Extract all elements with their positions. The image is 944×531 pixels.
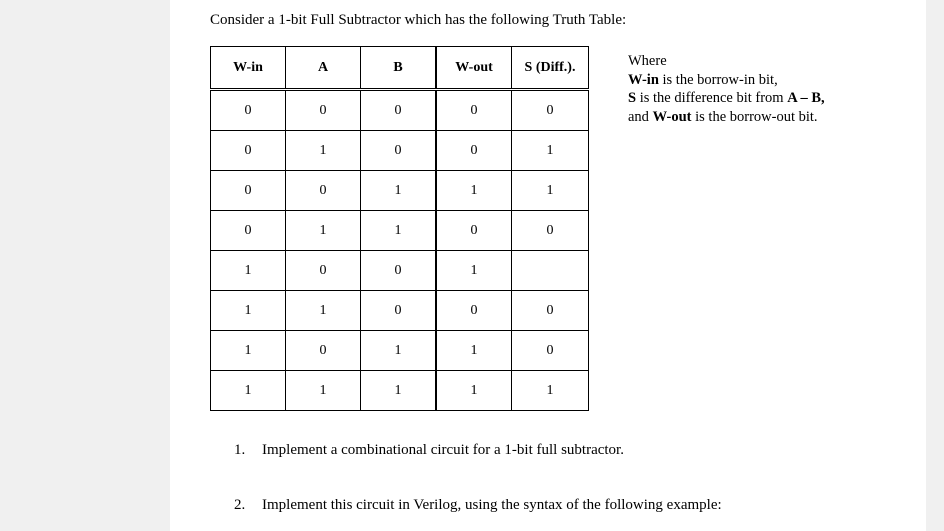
cell-b: 1	[361, 171, 437, 211]
question-2-number: 2.	[234, 497, 246, 513]
cell-w-out: 0	[436, 131, 512, 171]
question-1-text: Implement a combinational circuit for a 1-bit full subtractor.	[262, 442, 624, 458]
cell-s	[512, 251, 589, 291]
term-s: S	[628, 90, 637, 106]
cell-s: 1	[512, 171, 589, 211]
cell-w-out: 0	[436, 291, 512, 331]
expr-a-minus-b: A – B,	[787, 90, 825, 106]
definitions-note	[628, 52, 825, 126]
cell-a: 1	[286, 131, 361, 171]
cell-s: 0	[512, 291, 589, 331]
cell-w-out: 0	[436, 211, 512, 251]
cell-w-in: 0	[211, 131, 286, 171]
cell-b: 1	[361, 371, 437, 411]
cell-s: 0	[512, 90, 589, 131]
table-row	[211, 291, 589, 331]
cell-w-in: 1	[211, 331, 286, 371]
intro-text: Consider a 1-bit Full Subtractor which has the following Truth Table:	[210, 12, 627, 28]
cell-s: 1	[512, 131, 589, 171]
cell-b: 0	[361, 251, 437, 291]
cell-a: 0	[286, 171, 361, 211]
cell-w-out: 1	[436, 171, 512, 211]
table-row	[211, 211, 589, 251]
cell-b: 0	[361, 90, 437, 131]
cell-b: 0	[361, 131, 437, 171]
cell-b: 0	[361, 291, 437, 331]
cell-w-out: 1	[436, 371, 512, 411]
header-w-in: W-in	[211, 47, 286, 90]
table-row	[211, 131, 589, 171]
cell-w-out: 0	[436, 90, 512, 131]
header-a: A	[286, 47, 361, 90]
cell-w-in: 0	[211, 211, 286, 251]
def-w-out: is the borrow-out bit.	[691, 108, 818, 125]
question-1-number: 1.	[234, 442, 246, 458]
cell-w-in: 1	[211, 251, 286, 291]
cell-w-in: 1	[211, 371, 286, 411]
cell-a: 0	[286, 331, 361, 371]
question-2	[234, 495, 722, 515]
cell-a: 1	[286, 371, 361, 411]
cell-b: 1	[361, 211, 437, 251]
table-header-row	[211, 47, 589, 90]
table-row	[211, 90, 589, 131]
def-w-in: is the borrow-in bit,	[658, 71, 778, 88]
cell-w-in: 1	[211, 291, 286, 331]
term-w-in: W-in	[628, 71, 659, 88]
term-w-out: W-out	[652, 108, 692, 125]
cell-a: 1	[286, 211, 361, 251]
cell-w-out: 1	[436, 331, 512, 371]
truth-table	[210, 46, 589, 411]
cell-w-out: 1	[436, 251, 512, 291]
question-1	[234, 440, 624, 460]
table-row	[211, 251, 589, 291]
header-s-diff: S (Diff.).	[512, 47, 589, 90]
cell-b: 1	[361, 331, 437, 371]
header-b: B	[361, 47, 437, 90]
cell-a: 1	[286, 291, 361, 331]
header-w-out: W-out	[436, 47, 512, 90]
cell-a: 0	[286, 90, 361, 131]
cell-s: 0	[512, 331, 589, 371]
cell-s: 1	[512, 371, 589, 411]
table-row	[211, 331, 589, 371]
table-row	[211, 171, 589, 211]
document-page	[170, 0, 926, 531]
question-2-text: Implement this circuit in Verilog, using the syntax of the following example:	[262, 497, 722, 513]
def-s: is the difference bit from	[636, 90, 788, 106]
where-label: Where	[628, 53, 667, 69]
cell-w-in: 0	[211, 171, 286, 211]
table-row	[211, 371, 589, 411]
cell-s: 0	[512, 211, 589, 251]
cell-w-in: 0	[211, 90, 286, 131]
cell-a: 0	[286, 251, 361, 291]
def-and: and	[628, 108, 653, 125]
